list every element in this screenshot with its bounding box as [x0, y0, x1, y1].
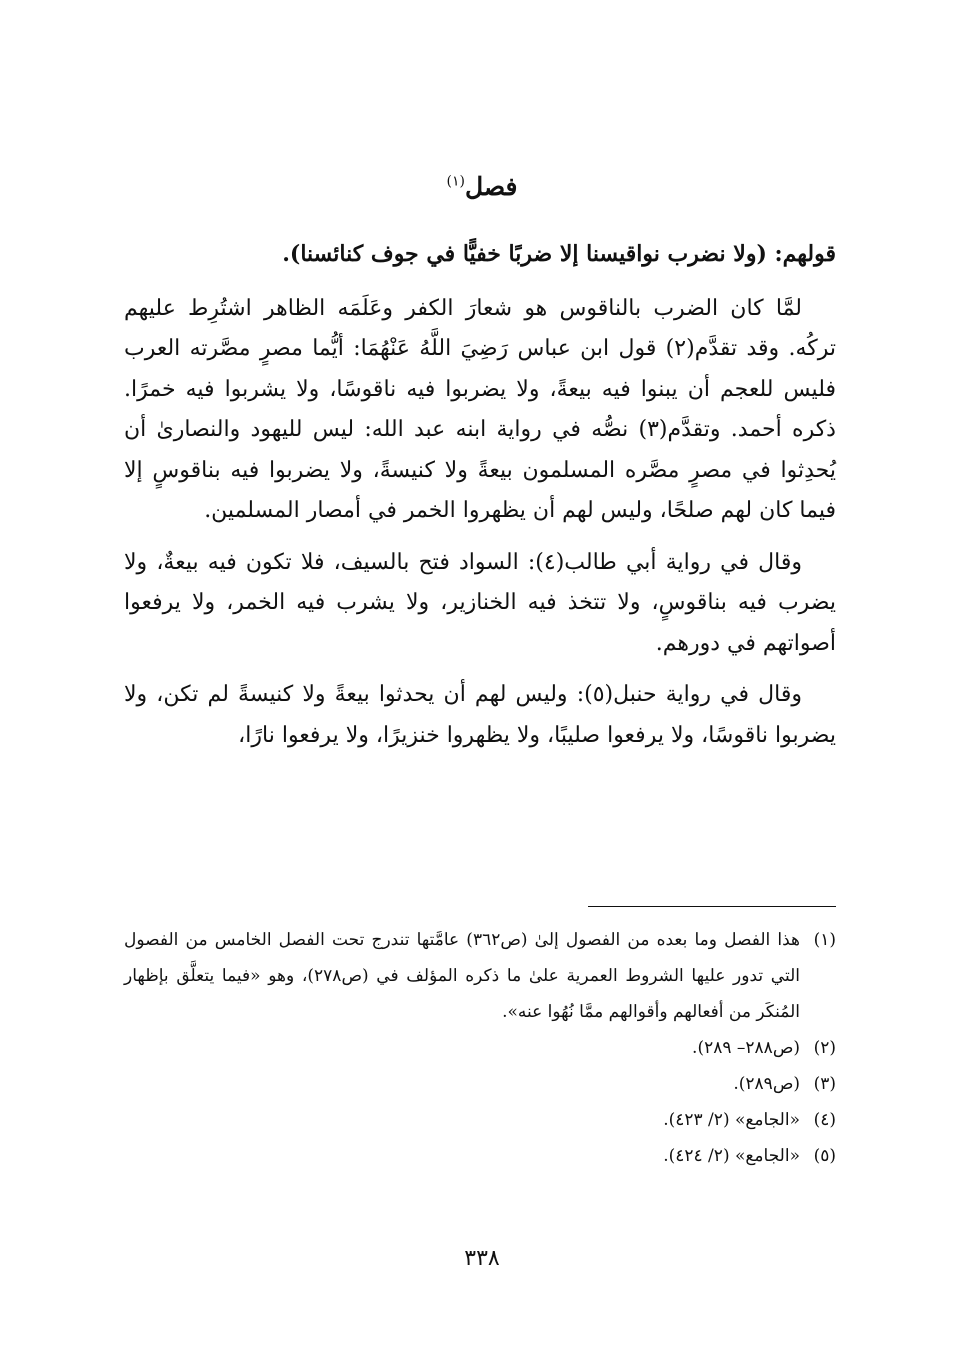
- footnote-number: (١): [813, 930, 836, 950]
- footnote-text: (ص٢٨٨– ٢٨٩).: [692, 1038, 800, 1058]
- section-title-text: فصل: [464, 172, 518, 201]
- section-title-footnote-ref: (١): [446, 173, 465, 190]
- footnote-text: «الجامع» (٢/ ٤٢٣).: [663, 1110, 800, 1130]
- footnote-number: (٢): [813, 1038, 836, 1058]
- main-text: [124, 234, 836, 756]
- paragraph-1: لمَّا كان الضرب بالناقوس هو شعارَ الكفر وعَلَمَه الظاهر اشتُرِط عليهم تركُه. وقد تقدَّم(٢) قول ابن عباس رَضِيَ اللَّهُ عَنْهُمَا: أيُّما مصرٍ مصَّرته العرب فليس للعجم أن يبنوا فيه بيعةً، ولا يضربوا فيه ناقوسًا، ولا يشربوا فيه خمرًا. ذكره أحمد. وتقدَّم(٣) نصُّه في رواية ابنه عبد الله: ليس لليهود والنصارىٰ أن يُحدِثوا في مصرٍ مصَّره المسلمون بيعةً ولا كنيسةً، ولا يضربوا فيه بناقوسٍ إلا فيما كان لهم صلحًا، وليس لهم أن يظهروا الخمر في أمصار المسلمين.: [124, 295, 837, 523]
- footnote-text: «الجامع» (٢/ ٤٢٤).: [663, 1146, 800, 1166]
- footnote-1: [124, 922, 836, 1030]
- footnote-4: [124, 1102, 836, 1138]
- footnote-divider: [588, 906, 836, 907]
- footnote-5: [124, 1138, 836, 1174]
- section-title: [0, 172, 964, 201]
- footnote-text: (ص٢٨٩).: [733, 1074, 800, 1094]
- footnotes: [124, 922, 836, 1174]
- footnote-number: (٤): [813, 1110, 836, 1130]
- footnote-number: (٣): [813, 1074, 836, 1094]
- footnote-text: هذا الفصل وما بعده من الفصول إلىٰ (ص٣٦٢) عامَّتها تندرج تحت الفصل الخامس من الفصول التي تدور عليها الشروط العمرية علىٰ ما ذكره المؤلف في (ص٢٧٨)، وهو «فيما يتعلَّق بإظهار المُنكَر من أفعالهم وأقوالهم ممَّا نُهُوا عنه».: [124, 930, 800, 1022]
- paragraph-3: وقال في رواية حنبل(٥): وليس لهم أن يحدثوا بيعةً ولا كنيسةً لم تكن، ولا يضربوا ناقوسًا، ولا يرفعوا صليبًا، ولا يظهروا خنزيرًا، ولا يرفعوا نارًا،: [124, 682, 836, 748]
- footnote-3: [124, 1066, 836, 1102]
- footnote-number: (٥): [813, 1146, 836, 1166]
- paragraph-2: وقال في رواية أبي طالب(٤): السواد فتح بالسيف، فلا تكون فيه بيعةٌ، ولا يضرب فيه بناقوسٍ، ولا تتخذ فيه الخنازير، ولا يشرب فيه الخمر، ولا يرفعوا أصواتهم في دورهم.: [124, 549, 836, 656]
- footnote-2: [124, 1030, 836, 1066]
- page-number: ٣٣٨: [464, 1246, 500, 1271]
- quoted-heading: قولهم: (ولا نضرب نواقيسنا إلا ضربًا خفيًّا في جوف كنائسنا).: [282, 241, 836, 267]
